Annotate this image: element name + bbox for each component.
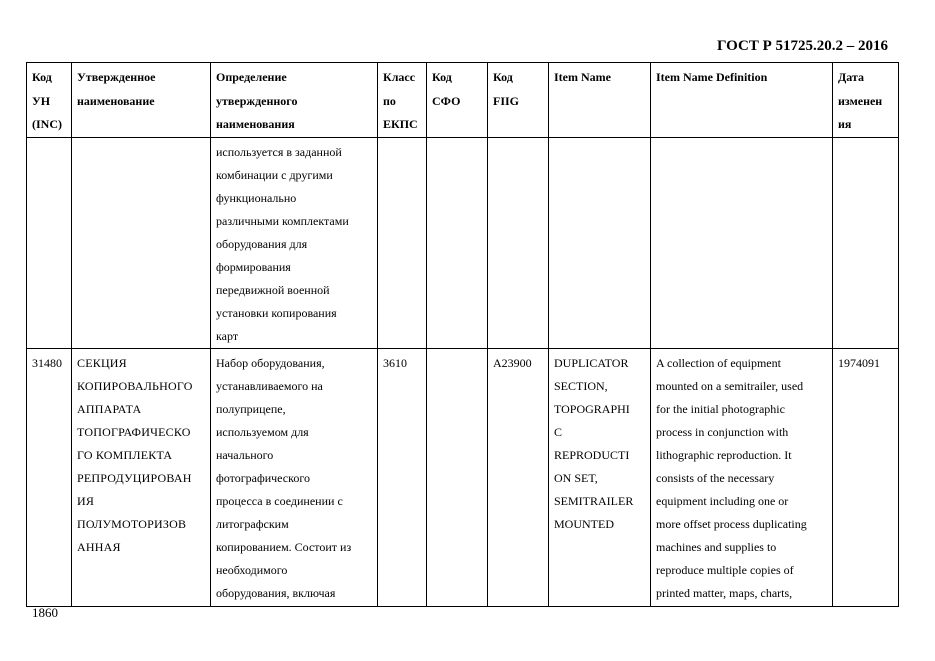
cell-definition: используется в заданной комбинации с другими функционально различными комплектами оборудования для формирования передвижной военной установки копирования карт xyxy=(211,138,378,349)
cell-item-name xyxy=(549,138,651,349)
col-header-change-date: Дата изменен ия xyxy=(833,63,899,138)
table-header-row xyxy=(27,63,899,138)
cell-fiig-code: A23900 xyxy=(488,349,549,607)
table-row xyxy=(27,138,899,349)
page-number: 1860 xyxy=(32,605,58,620)
col-header-inc: Код УН (INC) xyxy=(27,63,72,138)
col-header-definition: Определение утвержденного наименования xyxy=(211,63,378,138)
cell-change-date: 1974091 xyxy=(833,349,899,607)
cell-approved-name xyxy=(72,138,211,349)
cell-ekps-class xyxy=(378,138,427,349)
cell-sfo-code xyxy=(427,138,488,349)
cell-item-name-definition: A collection of equipment mounted on a semitrailer, used for the initial photographic process in conjunction with lithographic reproduction. It consists of the necessary equipment including one or more offset process duplicating machines and supplies to reproduce multiple copies of printed matter, maps, charts, xyxy=(651,349,833,607)
col-header-fiig-code: Код FIIG xyxy=(488,63,549,138)
table-row xyxy=(27,349,899,607)
cell-item-name-definition xyxy=(651,138,833,349)
cell-fiig-code xyxy=(488,138,549,349)
col-header-sfo-code: Код СФО xyxy=(427,63,488,138)
cell-sfo-code xyxy=(427,349,488,607)
nomenclature-table xyxy=(26,62,899,607)
cell-inc: 31480 xyxy=(27,349,72,607)
col-header-item-name: Item Name xyxy=(549,63,651,138)
cell-change-date xyxy=(833,138,899,349)
cell-item-name: DUPLICATOR SECTION, TOPOGRAPHI C REPRODUCTI ON SET, SEMITRAILER MOUNTED xyxy=(549,349,651,607)
document-code: ГОСТ Р 51725.20.2 – 2016 xyxy=(716,38,888,54)
cell-inc xyxy=(27,138,72,349)
col-header-ekps-class: Класс по ЕКПС xyxy=(378,63,427,138)
col-header-item-name-definition: Item Name Definition xyxy=(651,63,833,138)
cell-ekps-class: 3610 xyxy=(378,349,427,607)
col-header-approved-name: Утвержденное наименование xyxy=(72,63,211,138)
cell-definition: Набор оборудования, устанавливаемого на полуприцепе, используемом для начального фотографического процесса в соединении с литографским копированием. Состоит из необходимого оборудования, включая xyxy=(211,349,378,607)
cell-approved-name: СЕКЦИЯ КОПИРОВАЛЬНОГО АППАРАТА ТОПОГРАФИЧЕСКО ГО КОМПЛЕКТА РЕПРОДУЦИРОВАН ИЯ ПОЛУМОТОРИЗОВ АННАЯ xyxy=(72,349,211,607)
